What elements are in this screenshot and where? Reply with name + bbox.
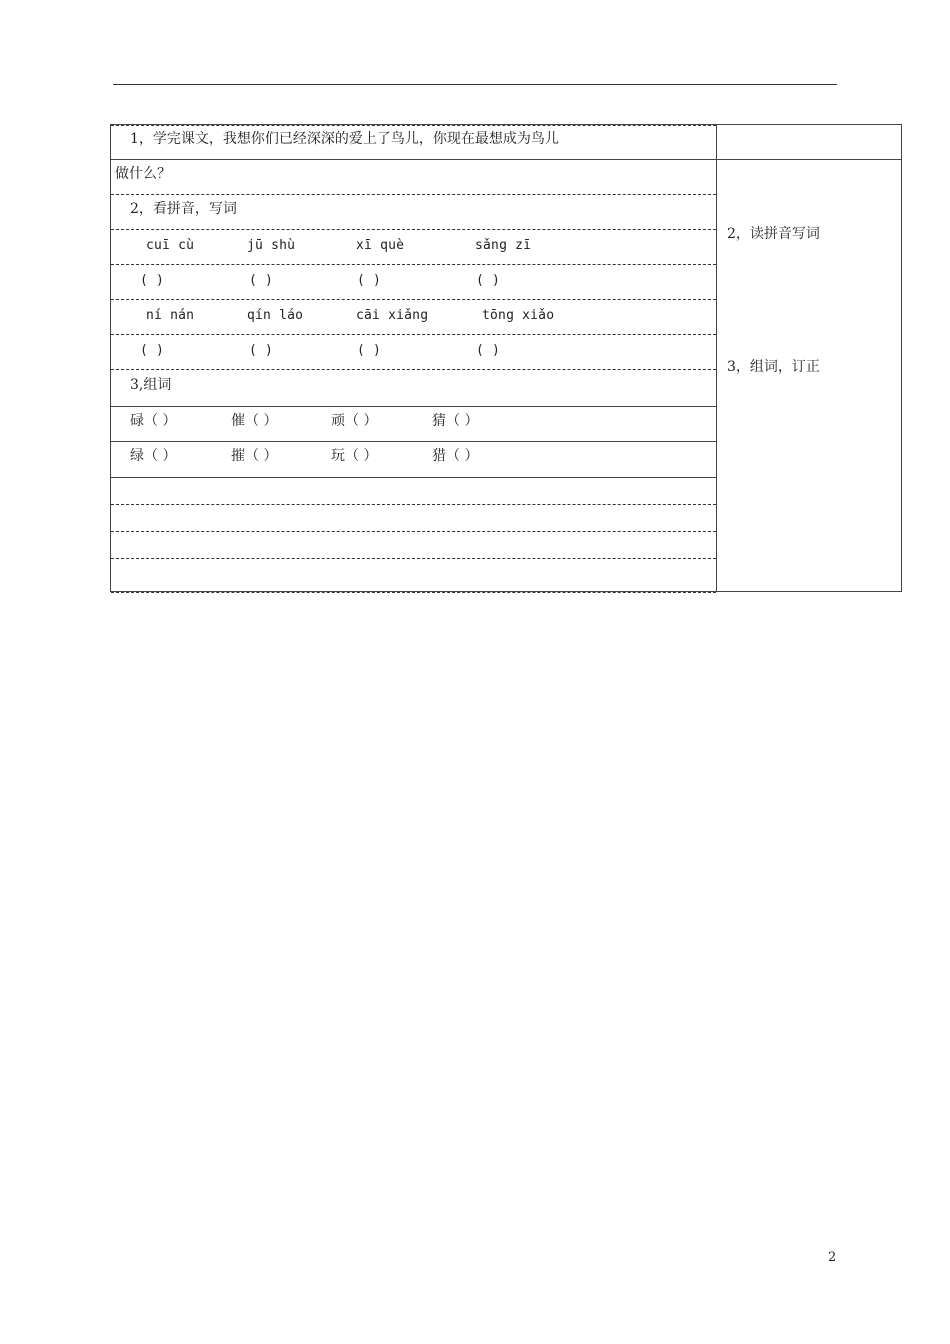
- pinyin-2-2: qín láo: [247, 308, 304, 323]
- pinyin-1-1: cuī cù: [146, 238, 195, 253]
- word-2-3: 玩（ ）: [331, 448, 378, 464]
- word-1-3: 顽（ ）: [331, 413, 378, 429]
- page-number: 2: [828, 1250, 837, 1265]
- row-q3-title: [111, 369, 716, 407]
- word-2-4: 猎（ ）: [432, 448, 479, 464]
- row-q2-title: [111, 194, 716, 230]
- row-pinyin-1: [111, 229, 716, 265]
- q2-title-text: 2，看拼音，写词: [130, 201, 237, 217]
- row-empty-4: [111, 558, 716, 593]
- column-divider: [716, 125, 717, 591]
- blank-2-2: ( ): [249, 343, 274, 358]
- q1-line2-text: 做什么？: [115, 166, 171, 182]
- row-words-1: [111, 406, 716, 442]
- word-1-1: 碌（ ）: [130, 413, 177, 429]
- row-empty-1: [111, 477, 716, 505]
- row-empty-3: [111, 531, 716, 559]
- pinyin-2-1: ní nán: [146, 308, 195, 323]
- row-blanks-2: [111, 334, 716, 370]
- row-q1-line2: [111, 159, 716, 195]
- pinyin-1-4: sǎng zī: [475, 238, 532, 253]
- q3-title-text: 3,组词: [130, 377, 172, 393]
- row-q1-line1: [111, 125, 716, 160]
- word-2-1: 绿（ ）: [130, 448, 177, 464]
- blank-2-3: ( ): [357, 343, 382, 358]
- row-words-2: [111, 441, 716, 478]
- blank-1-1: ( ): [140, 273, 165, 288]
- row-empty-2: [111, 504, 716, 532]
- pinyin-2-4: tōng xiǎo: [482, 308, 555, 323]
- right-header-divider: [716, 159, 902, 160]
- blank-2-1: ( ): [140, 343, 165, 358]
- word-1-2: 催（ ）: [231, 413, 278, 429]
- pinyin-2-3: cāi xiǎng: [356, 308, 429, 323]
- blank-1-3: ( ): [357, 273, 382, 288]
- pinyin-1-3: xī què: [356, 238, 405, 253]
- blank-1-4: ( ): [476, 273, 501, 288]
- note-words: 3，组词，订正: [727, 359, 820, 375]
- q1-line1-text: 1，学完课文，我想你们已经深深的爱上了鸟儿，你现在最想成为鸟儿: [130, 131, 559, 147]
- row-blanks-1: [111, 264, 716, 300]
- blank-1-2: ( ): [249, 273, 274, 288]
- pinyin-1-2: jū shù: [247, 238, 296, 253]
- header-rule: [113, 84, 837, 85]
- word-1-4: 猜（ ）: [432, 413, 479, 429]
- note-pinyin: 2，读拼音写词: [727, 226, 820, 242]
- word-2-2: 摧（ ）: [231, 448, 278, 464]
- row-pinyin-2: [111, 299, 716, 335]
- blank-2-4: ( ): [476, 343, 501, 358]
- worksheet-table: [110, 124, 902, 592]
